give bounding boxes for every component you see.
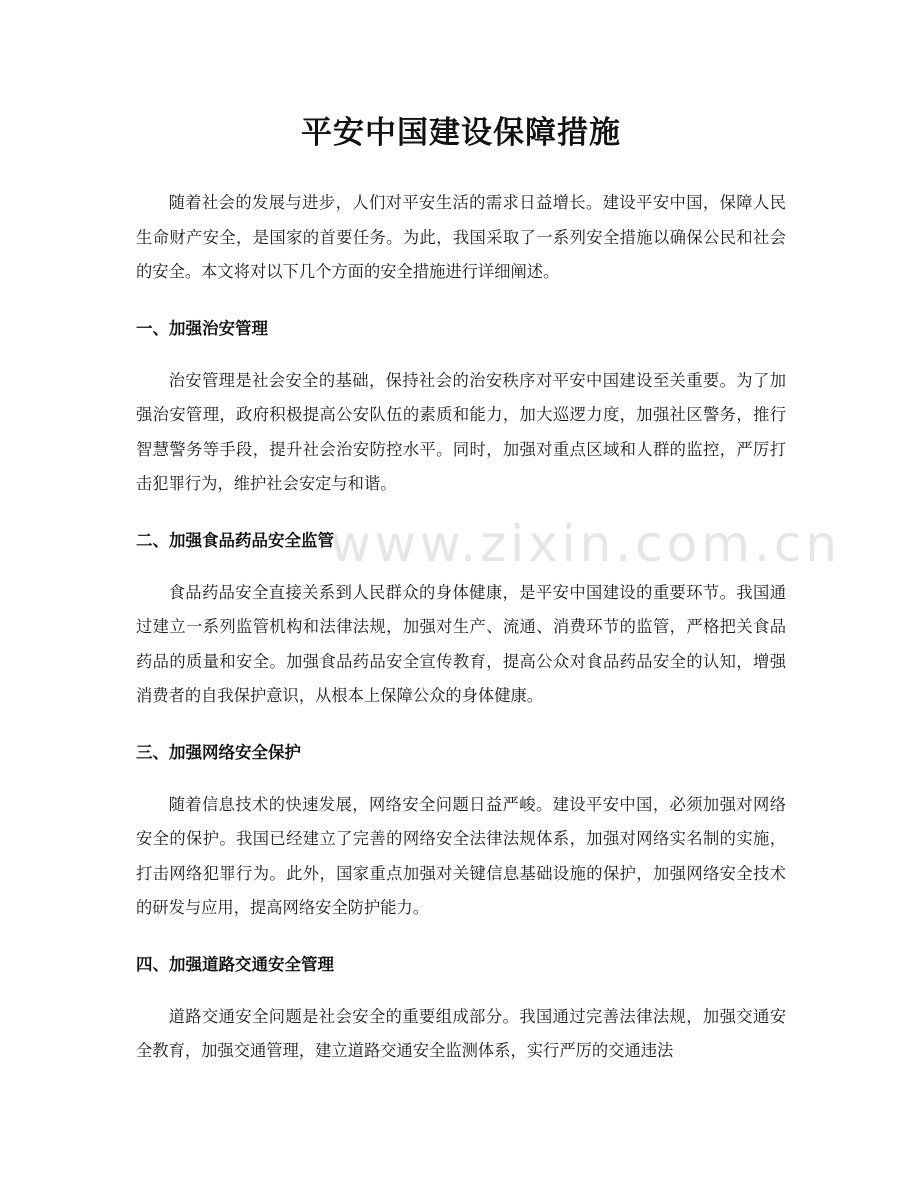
- section-heading-public-security: 一、加强治安管理: [136, 318, 268, 338]
- document-title: 平安中国建设保障措施: [301, 115, 621, 151]
- section-body-road-traffic-safety: 道路交通安全问题是社会安全的重要组成部分。我国通过完善法律法规，加强交通安全教育，加强交通管理，建立道路交通安全监测体系，实行严厉的交通违法: [136, 1006, 786, 1060]
- intro-paragraph: 随着社会的发展与进步，人们对平安生活的需求日益增长。建设平安中国，保障人民生命财产安全，是国家的首要任务。为此，我国采取了一系列安全措施以确保公民和社会的安全。本文将对以下几个方面的安全措施进行详细阐述。: [136, 193, 786, 281]
- document-content: [136, 108, 786, 1069]
- section-body-network-security: 随着信息技术的快速发展，网络安全问题日益严峻。建设平安中国，必须加强对网络安全的保护。我国已经建立了完善的网络安全法律法规体系，加强对网络实名制的实施，打击网络犯罪行为。此外，国家重点加强对关键信息基础设施的保护，加强网络安全技术的研发与应用，提高网络安全防护能力。: [136, 794, 786, 917]
- section-heading-road-traffic-safety: 四、加强道路交通安全管理: [136, 954, 334, 974]
- section-body-food-drug-safety: 食品药品安全直接关系到人民群众的身体健康，是平安中国建设的重要环节。我国通过建立一系列监管机构和法律法规，加强对生产、流通、消费环节的监管，严格把关食品药品的质量和安全。加强食品药品安全宣传教育，提高公众对食品药品安全的认知，增强消费者的自我保护意识，从根本上保障公众的身体健康。: [136, 582, 786, 705]
- section-body-public-security: 治安管理是社会安全的基础，保持社会的治安秩序对平安中国建设至关重要。为了加强治安管理，政府积极提高公安队伍的素质和能力，加大巡逻力度，加强社区警务，推行智慧警务等手段，提升社会治安防控水平。同时，加强对重点区域和人群的监控，严厉打击犯罪行为，维护社会安定与和谐。: [136, 370, 786, 493]
- watermark: www.zixin.com.cn: [330, 515, 842, 573]
- section-heading-network-security: 三、加强网络安全保护: [136, 742, 301, 762]
- section-heading-food-drug-safety: 二、加强食品药品安全监管: [136, 530, 334, 550]
